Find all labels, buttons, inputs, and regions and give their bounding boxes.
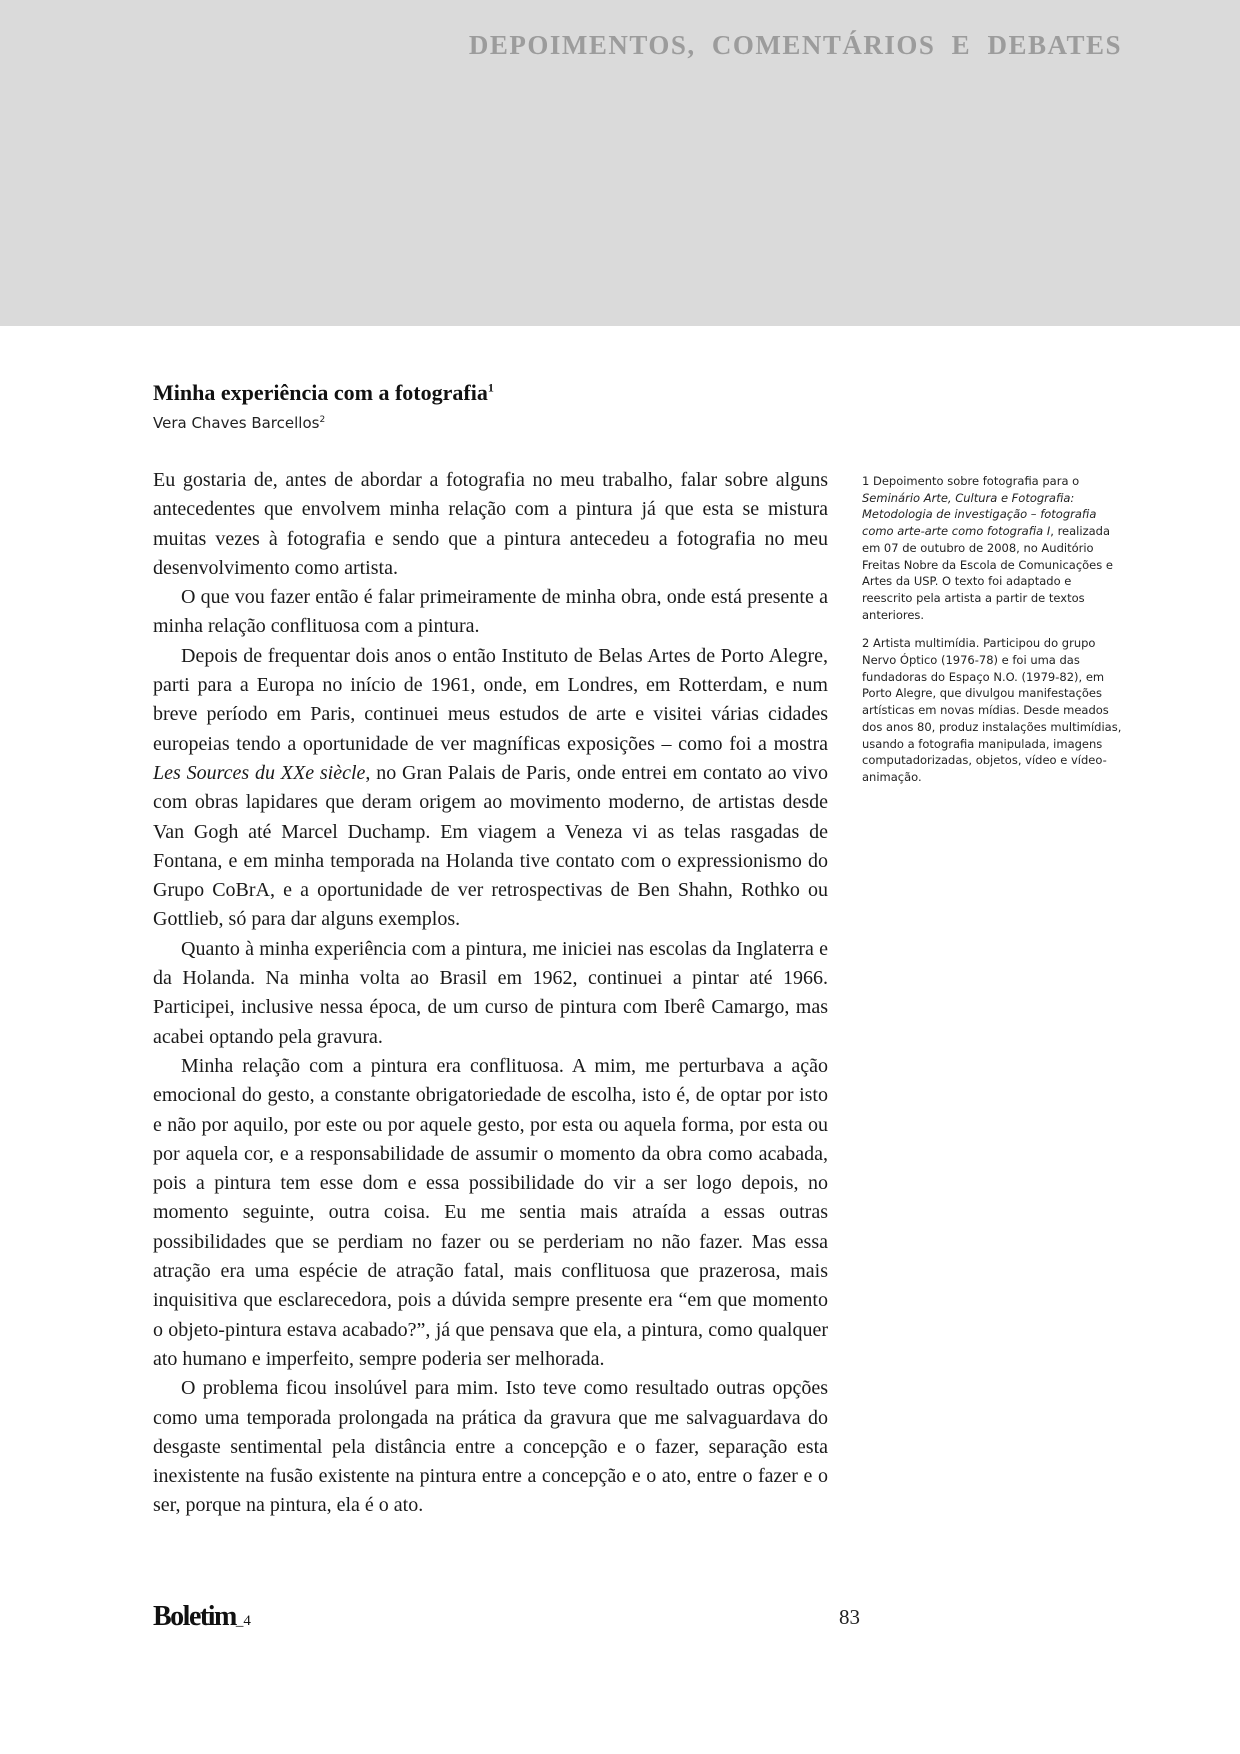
footnote-1-start: 1 Depoimento sobre fotografia para o xyxy=(862,474,1080,488)
body-paragraph-2: O que vou fazer então é falar primeiramente de minha obra, onde está presente a minha relação conflituosa com a pintura. xyxy=(153,586,828,638)
publication-logo xyxy=(153,1601,251,1633)
body-paragraph-4: Quanto à minha experiência com a pintura, me iniciei nas escolas da Inglaterra e da Holanda. Na minha volta ao Brasil em 1962, continuei a pintar até 1966. Participei, inclusive nessa época, de um curso de pintura com Iberê Camargo, mas acabei optando pela gravura. xyxy=(153,937,828,1048)
body-paragraph-3-start: Depois de frequentar dois anos o então Instituto de Belas Artes de Porto Alegre, parti para a Europa no início de 1961, onde, em Londres, em Rotterdam, e num breve período em Paris, continuei meus estudos de arte e visitei várias cidades europeias tendo a oportunidade de ver magníficas exposições – como foi a mostra xyxy=(153,644,828,755)
publication-issue: _4 xyxy=(235,1613,251,1629)
exhibition-title: Les Sources du XXe siècle xyxy=(153,761,366,784)
footnote-1-seminar-title: Seminário Arte, Cultura e Fotografia: Metodologia de investigação – fotografia como arte-arte como fotografia I xyxy=(862,490,1097,539)
body-paragraph-1: Eu gostaria de, antes de abordar a fotografia no meu trabalho, falar sobre alguns antecedentes que envolvem minha relação com a pintura já que esta se mistura muitas vezes à fotografia e sendo que a pintura antecedeu a fotografia no meu desenvolvimento como artista. xyxy=(153,469,828,579)
body-paragraph-6: O problema ficou insolúvel para mim. Isto teve como resultado outras opções como uma temporada prolongada na prática da gravura que me salvaguardava do desgaste sentimental pela distância entre a concepção e o fazer, separação esta inexistente na fusão existente na pintura entre a concepção e o ato, entre o fazer e o ser, porque na pintura, ela é o ato. xyxy=(153,1377,828,1517)
author-name-text: Vera Chaves Barcellos xyxy=(153,414,320,432)
body-paragraph-3-end: , no Gran Palais de Paris, onde entrei em contato ao vivo com obras lapidares que deram origem ao movimento moderno, de artistas desde Van Gogh até Marcel Duchamp. Em viagem a Veneza vi as telas rasgadas de Fontana, e em minha temporada na Holanda tive contato com o expressionismo do Grupo CoBrA, e a oportunidade de ver retrospectivas de Ben Shahn, Rothko ou Gottlieb, só para dar alguns exemplos. xyxy=(153,761,828,931)
footnote-ref-1[interactable]: 1 xyxy=(487,380,494,395)
footnotes xyxy=(862,473,1124,798)
body-paragraph-5: Minha relação com a pintura era conflituosa. A mim, me perturbava a ação emocional do gesto, a constante obrigatoriedade de escolha, isto é, de optar por isto e não por aquilo, por este ou por aquele gesto, por esta ou aquela forma, por esta ou por aquela cor, e a responsabilidade de assumir o momento da obra como acabada, pois a pintura tem esse dom e essa possibilidade do vir a ser logo depois, no momento seguinte, outra coisa. Eu me sentia mais atraída a essas outras possibilidades que se perdiam no fazer ou se perderiam no não fazer. Mas essa atração era uma espécie de atração fatal, mais conflituosa que prazerosa, mais inquisitiva que esclarecedora, pois a dúvida sempre presente era “em que momento o objeto-pintura estava acabado?”, já que pensava que ela, a pintura, como qualquer ato humano e imperfeito, sempre poderia ser melhorada. xyxy=(153,1054,828,1370)
article-title xyxy=(153,380,494,406)
page-number: 83 xyxy=(839,1605,860,1629)
footnote-1 xyxy=(862,473,1124,623)
article-body xyxy=(153,466,828,1521)
publication-logo-text: Boletim xyxy=(153,1601,236,1632)
section-title: DEPOIMENTOS, COMENTÁRIOS E DEBATES xyxy=(468,30,1122,60)
body-paragraph-3 xyxy=(153,642,828,935)
footnote-2: 2 Artista multimídia. Participou do grupo Nervo Óptico (1976-78) e foi uma das fundadoras do Espaço N.O. (1979-82), em Porto Alegre, que divulgou manifestações artísticas em novas mídias. Desde meados dos anos 80, produz instalações multimídias, usando a fotografia manipulada, imagens computadorizadas, objetos, vídeo e vídeo-animação. xyxy=(862,636,1122,784)
footnote-1-end: , realizada em 07 de outubro de 2008, no Auditório Freitas Nobre da Escola de Comunicações e Artes da USP. O texto foi adaptado e reescrito pela artista a partir de textos anteriores. xyxy=(862,524,1113,622)
author-name xyxy=(153,414,325,432)
article-title-text: Minha experiência com a fotografia xyxy=(153,380,488,405)
header-band xyxy=(0,0,1240,326)
footnote-ref-2[interactable]: 2 xyxy=(319,415,326,425)
